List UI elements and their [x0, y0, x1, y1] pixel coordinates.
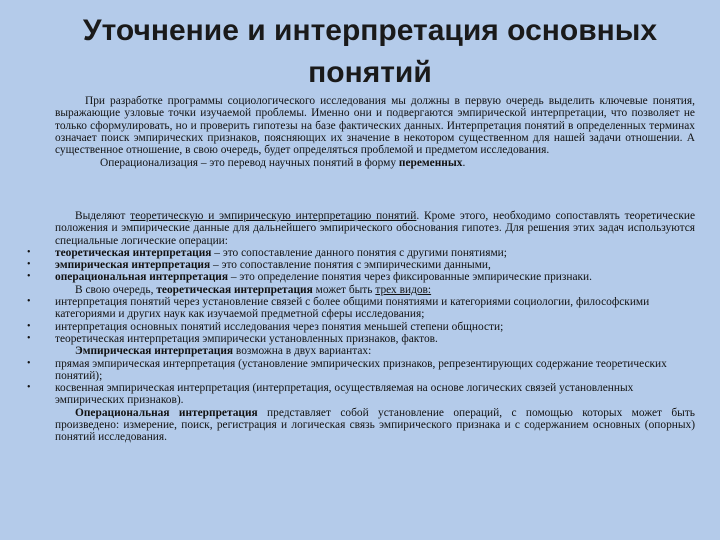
lead-pre: Выделяют	[75, 210, 131, 222]
list-item: • интерпретация основных понятий исследования через понятия меньшей степени общности;	[55, 321, 695, 333]
sub1-pre: В свою очередь,	[75, 283, 157, 296]
section-lead	[55, 210, 695, 247]
intro-paragraph: При разработке программы социологического исследования мы должны в первую очередь выделить ключевые понятия, выражающие узловые точки изучаемой проблемы. Именно они и подвергаются эмпирической интерпретации, что позволяет не только сформулировать, но и проверить гипотезы на базе фактических данных. Интерпретация понятий в определенных терминах означает поиск эмпирических признаков, поясняющих их значение в некотором существенном для нашей задачи отношении. А существенное отношение, в свою очередь, будет определяться проблемой и предметом исследования.	[55, 95, 695, 157]
operational-paragraph	[55, 407, 695, 444]
theoretical-subheading	[55, 284, 695, 296]
interpretation-section	[55, 210, 695, 444]
empirical-subheading	[55, 345, 695, 357]
sub2-term: Эмпирическая интерпретация	[75, 345, 234, 358]
slide-title: Уточнение и интерпретация основных понятий	[82, 14, 658, 89]
lead-underline: теоретическую и эмпирическую интерпретацию понятий	[130, 210, 417, 222]
intro-block	[55, 95, 695, 170]
sub1-term: теоретическая интерпретация	[156, 283, 313, 296]
operationalization-definition	[55, 157, 695, 169]
op-end: .	[462, 157, 466, 170]
lead-post: . Кроме этого, необходимо сопоставлять теоретические положения и эмпирические данные для дальнейшего эмпирического обоснования гипотез. Для решения этих задач используются специальные логические операции:	[55, 210, 695, 247]
item-term: операциональная интерпретация	[55, 271, 228, 284]
item-text: – это сопоставление понятия с эмпирическими данными,	[210, 259, 491, 272]
theoretical-types-list	[55, 296, 695, 345]
operations-list	[55, 247, 695, 284]
item-term: теоретическая интерпретация	[55, 246, 212, 259]
op-text: Операционализация – это перевод научных понятий в форму	[100, 157, 399, 170]
list-item	[55, 259, 695, 271]
list-item	[55, 247, 695, 259]
sub1-underline: трех видов:	[375, 283, 432, 296]
item-term: эмпирическая интерпретация	[55, 259, 211, 272]
sub1-mid: может быть	[312, 283, 376, 296]
final-term: Операциональная интерпретация	[75, 406, 258, 419]
list-item: • прямая эмпирическая интерпретация (установление эмпирических признаков, репрезентирующих содержание теоретических понятий);	[55, 358, 695, 383]
list-item	[55, 271, 695, 283]
list-item: • интерпретация понятий через установление связей с более общими понятиями и категориями социологии, философскими категориями и других наук как изучаемой предметной сферы исследования;	[55, 296, 695, 321]
final-rest: представляет собой установление операций, с помощью которых может быть произведено: измерение, поиск, регистрация и логическая связь эмпирического признака и с содержанием основных (опорных) понятий исследования.	[55, 406, 696, 444]
empirical-variants-list	[55, 358, 695, 407]
op-term: переменных	[398, 157, 463, 170]
item-text: – это сопоставление данного понятия с другими понятиями;	[211, 246, 507, 259]
item-text: – это определение понятия через фиксированные эмпирические признаки.	[228, 271, 592, 284]
sub2-rest: возможна в двух вариантах:	[233, 345, 372, 358]
list-item: • теоретическая интерпретация эмпирически установленных признаков, фактов.	[55, 333, 695, 345]
list-item: • косвенная эмпирическая интерпретация (интерпретация, осуществляемая на основе логических связей установленных эмпирических признаков).	[55, 382, 695, 407]
